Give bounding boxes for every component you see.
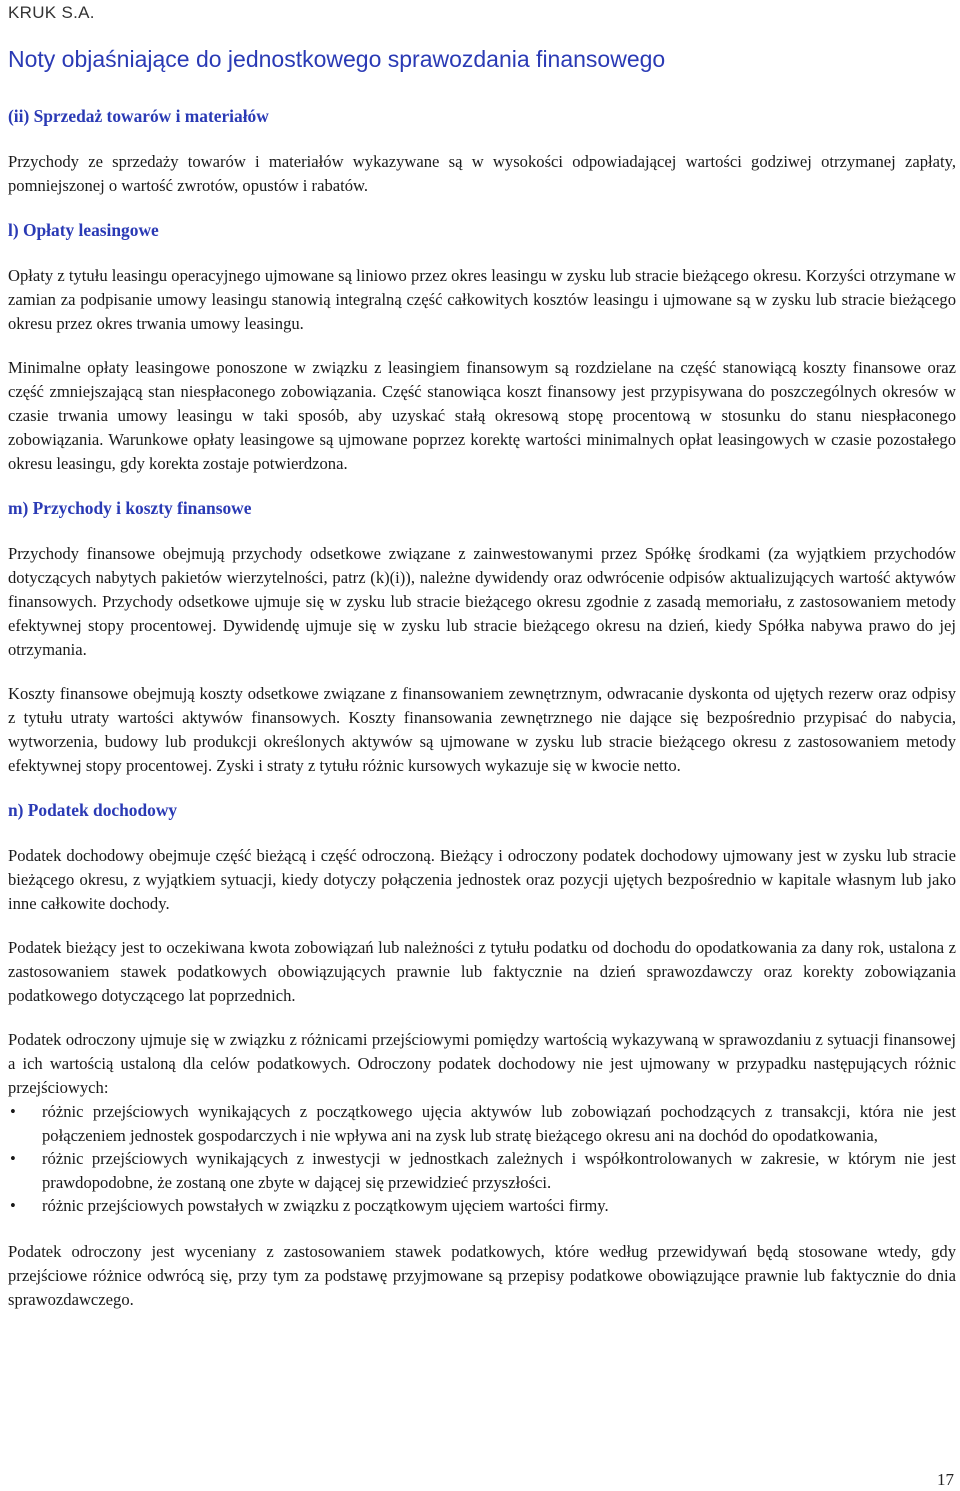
section-heading-l: l) Opłaty leasingowe [8,220,159,240]
list-item [8,1194,956,1218]
document-title: Noty objaśniające do jednostkowego sprawozdania finansowego [8,46,666,72]
paragraph: Podatek odroczony ujmuje się w związku z różnicami przejściowymi pomiędzy wartością wykazywaną w sprawozdaniu z sytuacji finansowej a ich wartością ustaloną dla celów podatkowych. Odroczony podatek dochodowy nie jest ujmowany w przypadku następujących różnic przejściowych: [8,1030,956,1097]
bullet-icon: • [10,1102,16,1121]
list-item-text: różnic przejściowych wynikających z inwestycji w jednostkach zależnych i współkontrolowanych w zakresie, w którym nie jest prawdopodobne, że zostaną one zbyte w dającej się przewidzieć przyszłości. [42,1149,956,1192]
list-item-text: różnic przejściowych powstałych w związku z początkowym ujęciem wartości firmy. [42,1196,609,1215]
section-heading-n: n) Podatek dochodowy [8,800,178,820]
paragraph: Opłaty z tytułu leasingu operacyjnego ujmowane są liniowo przez okres leasingu w zysku lub stracie bieżącego okresu. Korzyści otrzymane w zamian za podpisanie umowy leasingu stanowią integralną część całkowitych kosztów leasingu i ujmowane są w zysku lub stracie bieżącego okresu przez okres trwania umowy leasingu. [8,266,956,333]
bullet-icon: • [10,1149,16,1168]
paragraph: Podatek bieżący jest to oczekiwana kwota zobowiązań lub należności z tytułu podatku od dochodu do opodatkowania za dany rok, ustalona z zastosowaniem stawek podatkowych obowiązujących prawnie lub faktycznie na dzień sprawozdawczy oraz korekty zobowiązania podatkowego dotyczącego lat poprzednich. [8,938,956,1005]
list-item [8,1100,956,1147]
section-heading-ii: (ii) Sprzedaż towarów i materiałów [8,106,269,126]
paragraph: Podatek odroczony jest wyceniany z zastosowaniem stawek podatkowych, które według przewidywań będą stosowane wtedy, gdy przejściowe różnice odwrócą się, przy tym za podstawę przyjmowane są przepisy podatkowe obowiązujące prawnie lub faktycznie do dnia sprawozdawczego. [8,1241,956,1309]
bullet-list [8,1100,956,1218]
paragraph: Koszty finansowe obejmują koszty odsetkowe związane z finansowaniem zewnętrznym, odwracanie dyskonta od ujętych rezerw oraz odpisy z tytułu utraty wartości aktywów finansowych. Koszty finansowania zewnętrznego nie dające się bezpośrednio przypisać do nabycia, wytworzenia, budowy lub produkcji określonych aktywów są ujmowane w zysku lub stracie bieżącego okresu z zastosowaniem metody efektywnej stopy procentowej. Zyski i straty z tytułu różnic kursowych wykazuje się w kwocie netto. [8,684,956,775]
list-item [8,1147,956,1194]
bullet-icon: • [10,1196,16,1215]
document-body [8,104,956,1332]
section-heading-m: m) Przychody i koszty finansowe [8,498,252,518]
paragraph: Minimalne opłaty leasingowe ponoszone w związku z leasingiem finansowym są rozdzielane na część stanowiącą koszty finansowe oraz część zmniejszającą stan niespłaconego zobowiązania. Część stanowiąca koszt finansowy jest przypisywana do poszczególnych okresów w czasie trwania umowy leasingu w taki sposób, aby uzyskać stałą okresową stopę procentową w stosunku do stanu niespłaconego zobowiązania. Warunkowe opłaty leasingowe są ujmowane poprzez korektę wartości minimalnych opłat leasingowych w czasie pozostałego okresu leasingu, gdy korekta zostaje potwierdzona. [8,358,956,473]
paragraph: Przychody finansowe obejmują przychody odsetkowe związane z zainwestowanymi przez Spółkę środkami (za wyjątkiem przychodów dotyczących nabytych pakietów wierzytelności, patrz (k)(i)), należne dywidendy oraz odwrócenie odpisów aktualizujących wartość aktywów finansowych. Przychody odsetkowe ujmuje się w zysku lub stracie bieżącego okresu zgodnie z zasadą memoriału, z zastosowaniem metody efektywnej stopy procentowej. Dywidendę ujmuje się w zysku lub stracie bieżącego okresu na dzień, kiedy Spółka nabywa prawo do jej otrzymania. [8,544,956,659]
paragraph: Podatek dochodowy obejmuje część bieżącą i część odroczoną. Bieżący i odroczony podatek dochodowy ujmowany jest w zysku lub stracie bieżącego okresu, z wyjątkiem sytuacji, kiedy dotyczy połączenia jednostek oraz pozycji ujętych bezpośrednio w kapitale własnym lub jako inne całkowite dochody. [8,846,956,913]
paragraph: Przychody ze sprzedaży towarów i materiałów wykazywane są w wysokości odpowiadającej wartości godziwej otrzymanej zapłaty, pomniejszonej o wartość zwrotów, opustów i rabatów. [8,152,956,195]
company-name: KRUK S.A. [8,3,95,22]
list-item-text: różnic przejściowych wynikających z początkowego ujęcia aktywów lub zobowiązań pochodzących z transakcji, która nie jest połączeniem jednostek gospodarczych i nie wpływa ani na zysk lub stratę bieżącego okresu ani na dochód do opodatkowania, [42,1102,956,1145]
page-number: 17 [937,1470,954,1489]
